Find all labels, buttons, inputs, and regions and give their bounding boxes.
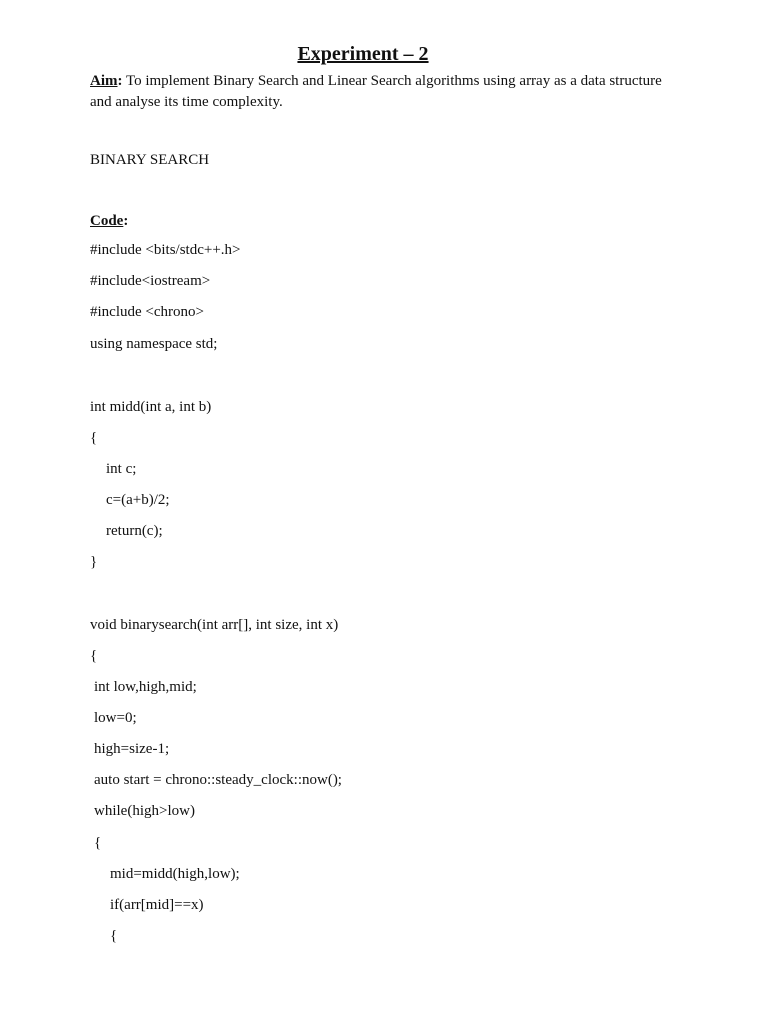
code-colon: : <box>123 213 129 229</box>
code-line: #include<iostream> <box>90 273 211 289</box>
code-line: #include <bits/stdc++.h> <box>90 242 241 258</box>
code-line: } <box>90 554 98 570</box>
section-heading-binary-search: BINARY SEARCH <box>90 152 210 168</box>
code-line: { <box>90 430 98 446</box>
aim-paragraph <box>90 71 680 113</box>
code-heading <box>90 211 128 231</box>
code-line: if(arr[mid]==x) <box>110 897 204 913</box>
aim-text: To implement Binary Search and Linear Search algorithms using array as a data structure and analyse its time complexity. <box>90 73 662 110</box>
code-line: high=size-1; <box>94 741 170 757</box>
code-line: { <box>90 648 98 664</box>
code-line: return(c); <box>106 523 163 539</box>
aim-label: Aim <box>90 73 118 89</box>
aim-colon: : <box>117 73 123 89</box>
code-line: #include <chrono> <box>90 304 204 320</box>
code-line: int midd(int a, int b) <box>90 399 212 415</box>
code-line: mid=midd(high,low); <box>110 866 240 882</box>
code-line: auto start = chrono::steady_clock::now(); <box>94 772 342 788</box>
code-line: int low,high,mid; <box>94 679 197 695</box>
code-line: using namespace std; <box>90 336 218 352</box>
code-label: Code <box>90 213 124 229</box>
code-line: while(high>low) <box>94 803 195 819</box>
code-line: { <box>94 835 102 851</box>
code-line: low=0; <box>94 710 137 726</box>
code-line: int c; <box>106 461 137 477</box>
code-line: void binarysearch(int arr[], int size, int x) <box>90 617 339 633</box>
code-line: c=(a+b)/2; <box>106 492 170 508</box>
document-title: Experiment – 2 <box>297 43 429 65</box>
code-line: { <box>110 928 118 944</box>
